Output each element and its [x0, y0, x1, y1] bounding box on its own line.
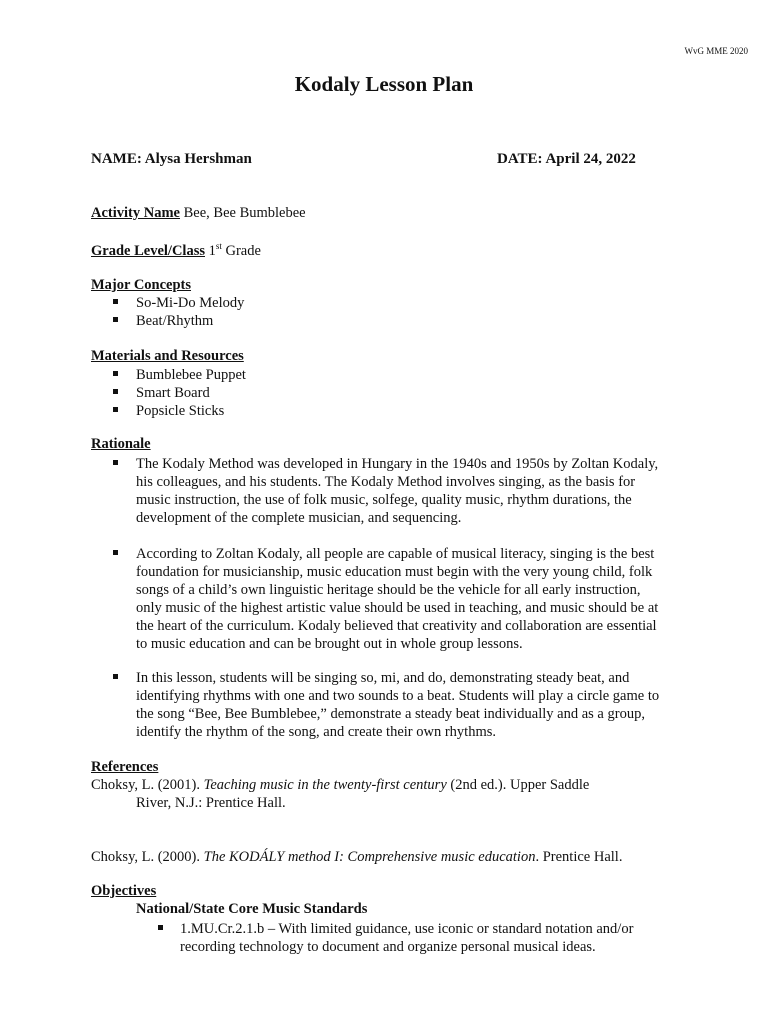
- date-field: DATE: April 24, 2022: [497, 151, 636, 167]
- materials-list: [91, 366, 656, 420]
- list-item: Popsicle Sticks: [91, 402, 656, 420]
- objectives-subheading: National/State Core Music Standards: [136, 901, 368, 917]
- rationale-paragraph-2: According to Zoltan Kodaly, all people are capable of musical literacy, singing is the best foundation for musicianship, music education must begin with the very young child, folk songs of a child’s own linguistic heritage should be the vehicle for all early instruction, only music of the highest artistic value should be used in teaching, and music should be at the heart of the curriculum. Kodaly believed that creativity and collaboration are essential to music education and can be brought out in whole group lessons.: [136, 546, 659, 652]
- rationale-paragraph-3: In this lesson, students will be singing so, mi, and do, demonstrating steady beat, and identifying rhythms with one and two sounds to a beat. Students will play a circle game to the song “Bee, Bee Bumblebee,” demonstrate a steady beat individually and as a group, identify the rhythm of the song, and create their own rhythms.: [136, 670, 660, 740]
- reference-2: Choksy, L. (2000). The KODÁLY method I: Comprehensive music education. Prentice Hall.: [91, 849, 623, 865]
- name-field: NAME: Alysa Hershman: [91, 151, 252, 167]
- grade-value-sup: st: [215, 241, 222, 251]
- bullet-icon: [113, 317, 118, 322]
- bullet-icon: [113, 371, 118, 376]
- grade-line: [91, 241, 261, 260]
- objectives-heading: Objectives: [91, 883, 157, 899]
- reference-2-title: The KODÁLY method I: Comprehensive music education: [203, 849, 536, 865]
- header-mark: WvG MME 2020: [684, 46, 748, 56]
- list-item: Bumblebee Puppet: [91, 366, 656, 384]
- major-concepts-heading: Major Concepts: [91, 277, 192, 293]
- list-item: Beat/Rhythm: [91, 312, 656, 330]
- grade-value-num: 1: [204, 242, 216, 259]
- references-heading: References: [91, 759, 159, 775]
- bullet-icon: [113, 550, 118, 555]
- reference-1-title: Teaching music in the twenty-first century: [203, 777, 447, 793]
- grade-value-rest: Grade: [221, 242, 261, 259]
- objective-item-1: 1.MU.Cr.2.1.b – With limited guidance, use iconic or standard notation and/or recording technology to document and organize personal musical ideas.: [180, 921, 634, 955]
- bullet-icon: [113, 460, 118, 465]
- reference-1: Choksy, L. (2001). Teaching music in the twenty-first century (2nd ed.). Upper Saddle River, N.J.: Prentice Hall.: [91, 777, 590, 811]
- page-title: Kodaly Lesson Plan: [294, 72, 474, 96]
- bullet-icon: [113, 389, 118, 394]
- list-item: Smart Board: [91, 384, 656, 402]
- materials-heading: Materials and Resources: [91, 348, 244, 364]
- bullet-icon: [113, 674, 118, 679]
- activity-value: Bee, Bee Bumblebee: [179, 205, 306, 221]
- rationale-paragraph-1: The Kodaly Method was developed in Hungary in the 1940s and 1950s by Zoltan Kodaly, his colleagues, and his students. The Kodaly Method involves singing, as the basis for music instruction, the use of folk music, solfege, quality music, rhythm durations, the development of the complete musician, and sequencing.: [136, 456, 659, 526]
- bullet-icon: [113, 299, 118, 304]
- activity-line: [91, 205, 306, 222]
- bullet-icon: [158, 925, 163, 930]
- activity-label: Activity Name: [91, 205, 180, 221]
- major-concepts-list: [91, 294, 656, 330]
- grade-label: Grade Level/Class: [91, 242, 205, 259]
- list-item: So-Mi-Do Melody: [91, 294, 656, 312]
- bullet-icon: [113, 407, 118, 412]
- rationale-heading: Rationale: [91, 436, 151, 452]
